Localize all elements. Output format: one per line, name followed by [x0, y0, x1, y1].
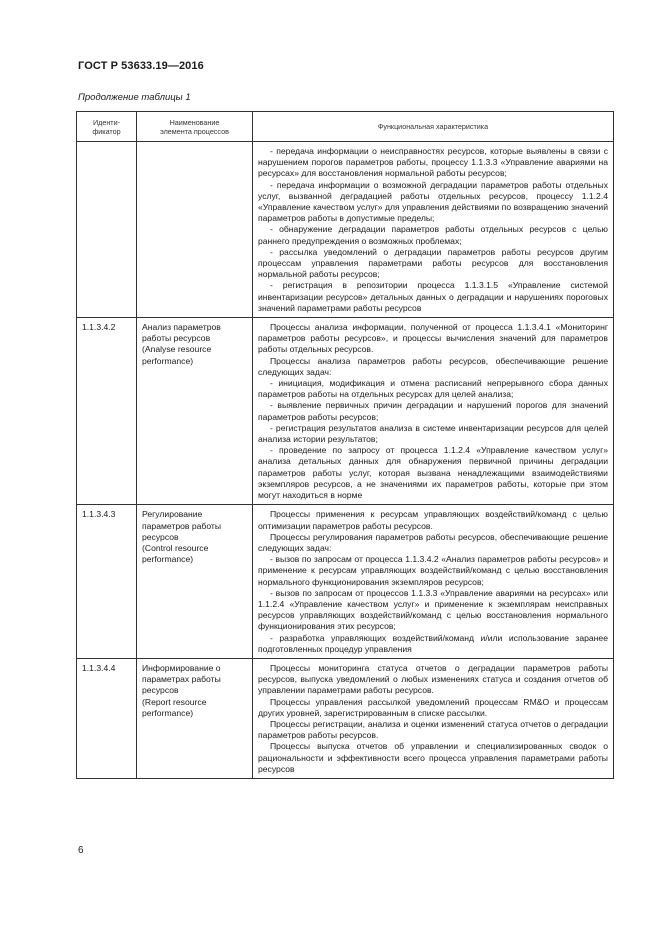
- description-paragraph: Процессы управления рассылкой уведомлений процессам RM&O и процессам других уровней, зарегистрированным в списке рассылки.: [258, 696, 608, 718]
- description-paragraph: Процессы анализа информации, полученной от процесса 1.1.3.4.1 «Мониторинг параметров работы ресурсов», и процессы вычисления значений для параметров работы отдельных ресурсов.: [258, 322, 608, 355]
- description-paragraph: - разработка управляющих воздействий/команд и/или использование заранее подготовленных процедур управления: [258, 632, 608, 654]
- description-paragraph: Процессы регулирования параметров работы ресурсов, обеспечивающие решение следующих задач:: [258, 531, 608, 553]
- process-name-line: (Report resource performance): [142, 696, 207, 718]
- row-identifier: 1.1.3.4.4: [77, 658, 137, 778]
- description-paragraph: - регистрация в репозитории процесса 1.1.3.1.5 «Управление системой инвентаризации ресурсов» детальных данных о деградации и нарушениях пороговых значений параметрами работы ресурсов: [258, 280, 608, 313]
- row-identifier: 1.1.3.4.2: [77, 318, 137, 505]
- description-paragraph: Процессы регистрации, анализа и оценки изменений статуса отчетов о деградации параметров работы ресурсов.: [258, 718, 608, 741]
- row-process-name: [137, 142, 253, 318]
- description-paragraph: - обнаружение деградации параметров работы отдельных ресурсов с целью раннего предупреждения о возможных проблемах;: [258, 224, 608, 246]
- process-name-line: Информирование о параметрах работы ресурсов: [142, 662, 221, 696]
- row-functional-description: [253, 142, 614, 318]
- column-header-identifier-line2: фикатор: [92, 126, 121, 136]
- description-paragraph: - инициация, модификация и отмена расписаний непрерывного сбора данных параметров работы на отдельных ресурсах для целей анализа;: [258, 378, 608, 400]
- row-functional-description: [253, 505, 614, 659]
- table-row: [77, 505, 614, 659]
- description-paragraph: - передача информации о возможной деградации параметров работы отдельных услуг, вызванной деградацией работы отдельных ресурсов, процессу 1.1.2.4 «Управление качеством услуг» для управления действиями по возвращению значений параметров работы в допустимые пределы;: [258, 179, 608, 224]
- description-paragraph: - рассылка уведомлений о деградации параметров работы ресурсов другим процессам управления параметрами работы ресурсов для восстановления нормальной работы ресурсов;: [258, 246, 608, 280]
- column-header-name-line2: элемента процессов: [160, 126, 229, 136]
- description-paragraph: - выявление первичных причин деградации и нарушений порогов для значений параметров работы ресурсов;: [258, 400, 608, 422]
- column-header-identifier: [77, 112, 137, 142]
- description-paragraph: - вызов по запросам от процесса 1.1.3.4.2 «Анализ параметров работы ресурсов» и применение к ресурсам управляющих воздействий/команд с целью восстановления нормального функционирования экземпляров ресурсов;: [258, 554, 608, 587]
- page-number: 6: [78, 845, 84, 856]
- description-paragraph: Процессы мониторинга статуса отчетов о деградации параметров работы ресурсов, выпуска уведомлений о любых изменениях статуса и создания отчетов об управлении параметрами работы ресурсов.: [258, 662, 608, 696]
- column-header-characteristic: Функциональная характеристика: [253, 112, 614, 142]
- description-paragraph: - передача информации о неисправностях ресурсов, которые выявлены в связи с нарушением порогов параметров работы, процессу 1.1.3.3 «Управление авариями на ресурсах» для восстановления нормальной работы ресурсов;: [258, 146, 608, 179]
- description-paragraph: - проведение по запросу от процесса 1.1.2.4 «Управление качеством услуг» анализа детальных данных для обнаружения первичной причины деградации параметров работы услуг, которая вызвана ненадлежащими взаимодействиями экземпляров ресурсов, а не значениями их параметров работы, которые при этом могут находиться в норме: [258, 445, 608, 501]
- table-header-row: [77, 112, 614, 142]
- row-functional-description: [253, 318, 614, 505]
- process-table: [76, 111, 614, 779]
- description-paragraph: Процессы применения к ресурсам управляющих воздействий/команд с целью оптимизации параметров работы ресурсов.: [258, 509, 608, 531]
- row-functional-description: [253, 658, 614, 778]
- table-row: [77, 658, 614, 778]
- row-process-name: [137, 658, 253, 778]
- table-caption: Продолжение таблицы 1: [78, 92, 191, 103]
- process-name-line: Регулирование параметров работы ресурсов: [142, 509, 222, 542]
- row-identifier: [77, 142, 137, 318]
- row-process-name: [137, 505, 253, 659]
- table-body: [77, 142, 614, 779]
- column-header-name-line1: Наименование: [169, 117, 220, 127]
- row-process-name: [137, 318, 253, 505]
- document-header: ГОСТ Р 53633.19—2016: [78, 60, 204, 72]
- column-header-identifier-line1: Иденти-: [92, 117, 121, 127]
- description-paragraph: - вызов по запросам от процессов 1.1.3.3 «Управление авариями на ресурсах» или 1.1.2.4 «Управление качеством услуг» и применение к экземплярам неисправных ресурсов управляющих воздействий/команд с целью восстановления нормального функционирования этих ресурсов;: [258, 587, 608, 632]
- table-row: [77, 318, 614, 505]
- process-name-line: (Control resource performance): [142, 542, 209, 565]
- table-row: [77, 142, 614, 318]
- description-paragraph: Процессы анализа параметров работы ресурсов, обеспечивающие решение следующих задач:: [258, 355, 608, 377]
- column-header-name: [137, 112, 253, 142]
- process-name-line: Анализ параметров работы ресурсов: [142, 322, 221, 344]
- process-name-line: (Analyse resource performance): [142, 344, 212, 366]
- row-identifier: 1.1.3.4.3: [77, 505, 137, 659]
- description-paragraph: Процессы выпуска отчетов об управлении и специализированных сводок о рациональности и эффективности всего процесса управления параметрами работы ресурсов: [258, 741, 608, 774]
- description-paragraph: - регистрация результатов анализа в системе инвентаризации ресурсов для целей анализа истории результатов;: [258, 422, 608, 445]
